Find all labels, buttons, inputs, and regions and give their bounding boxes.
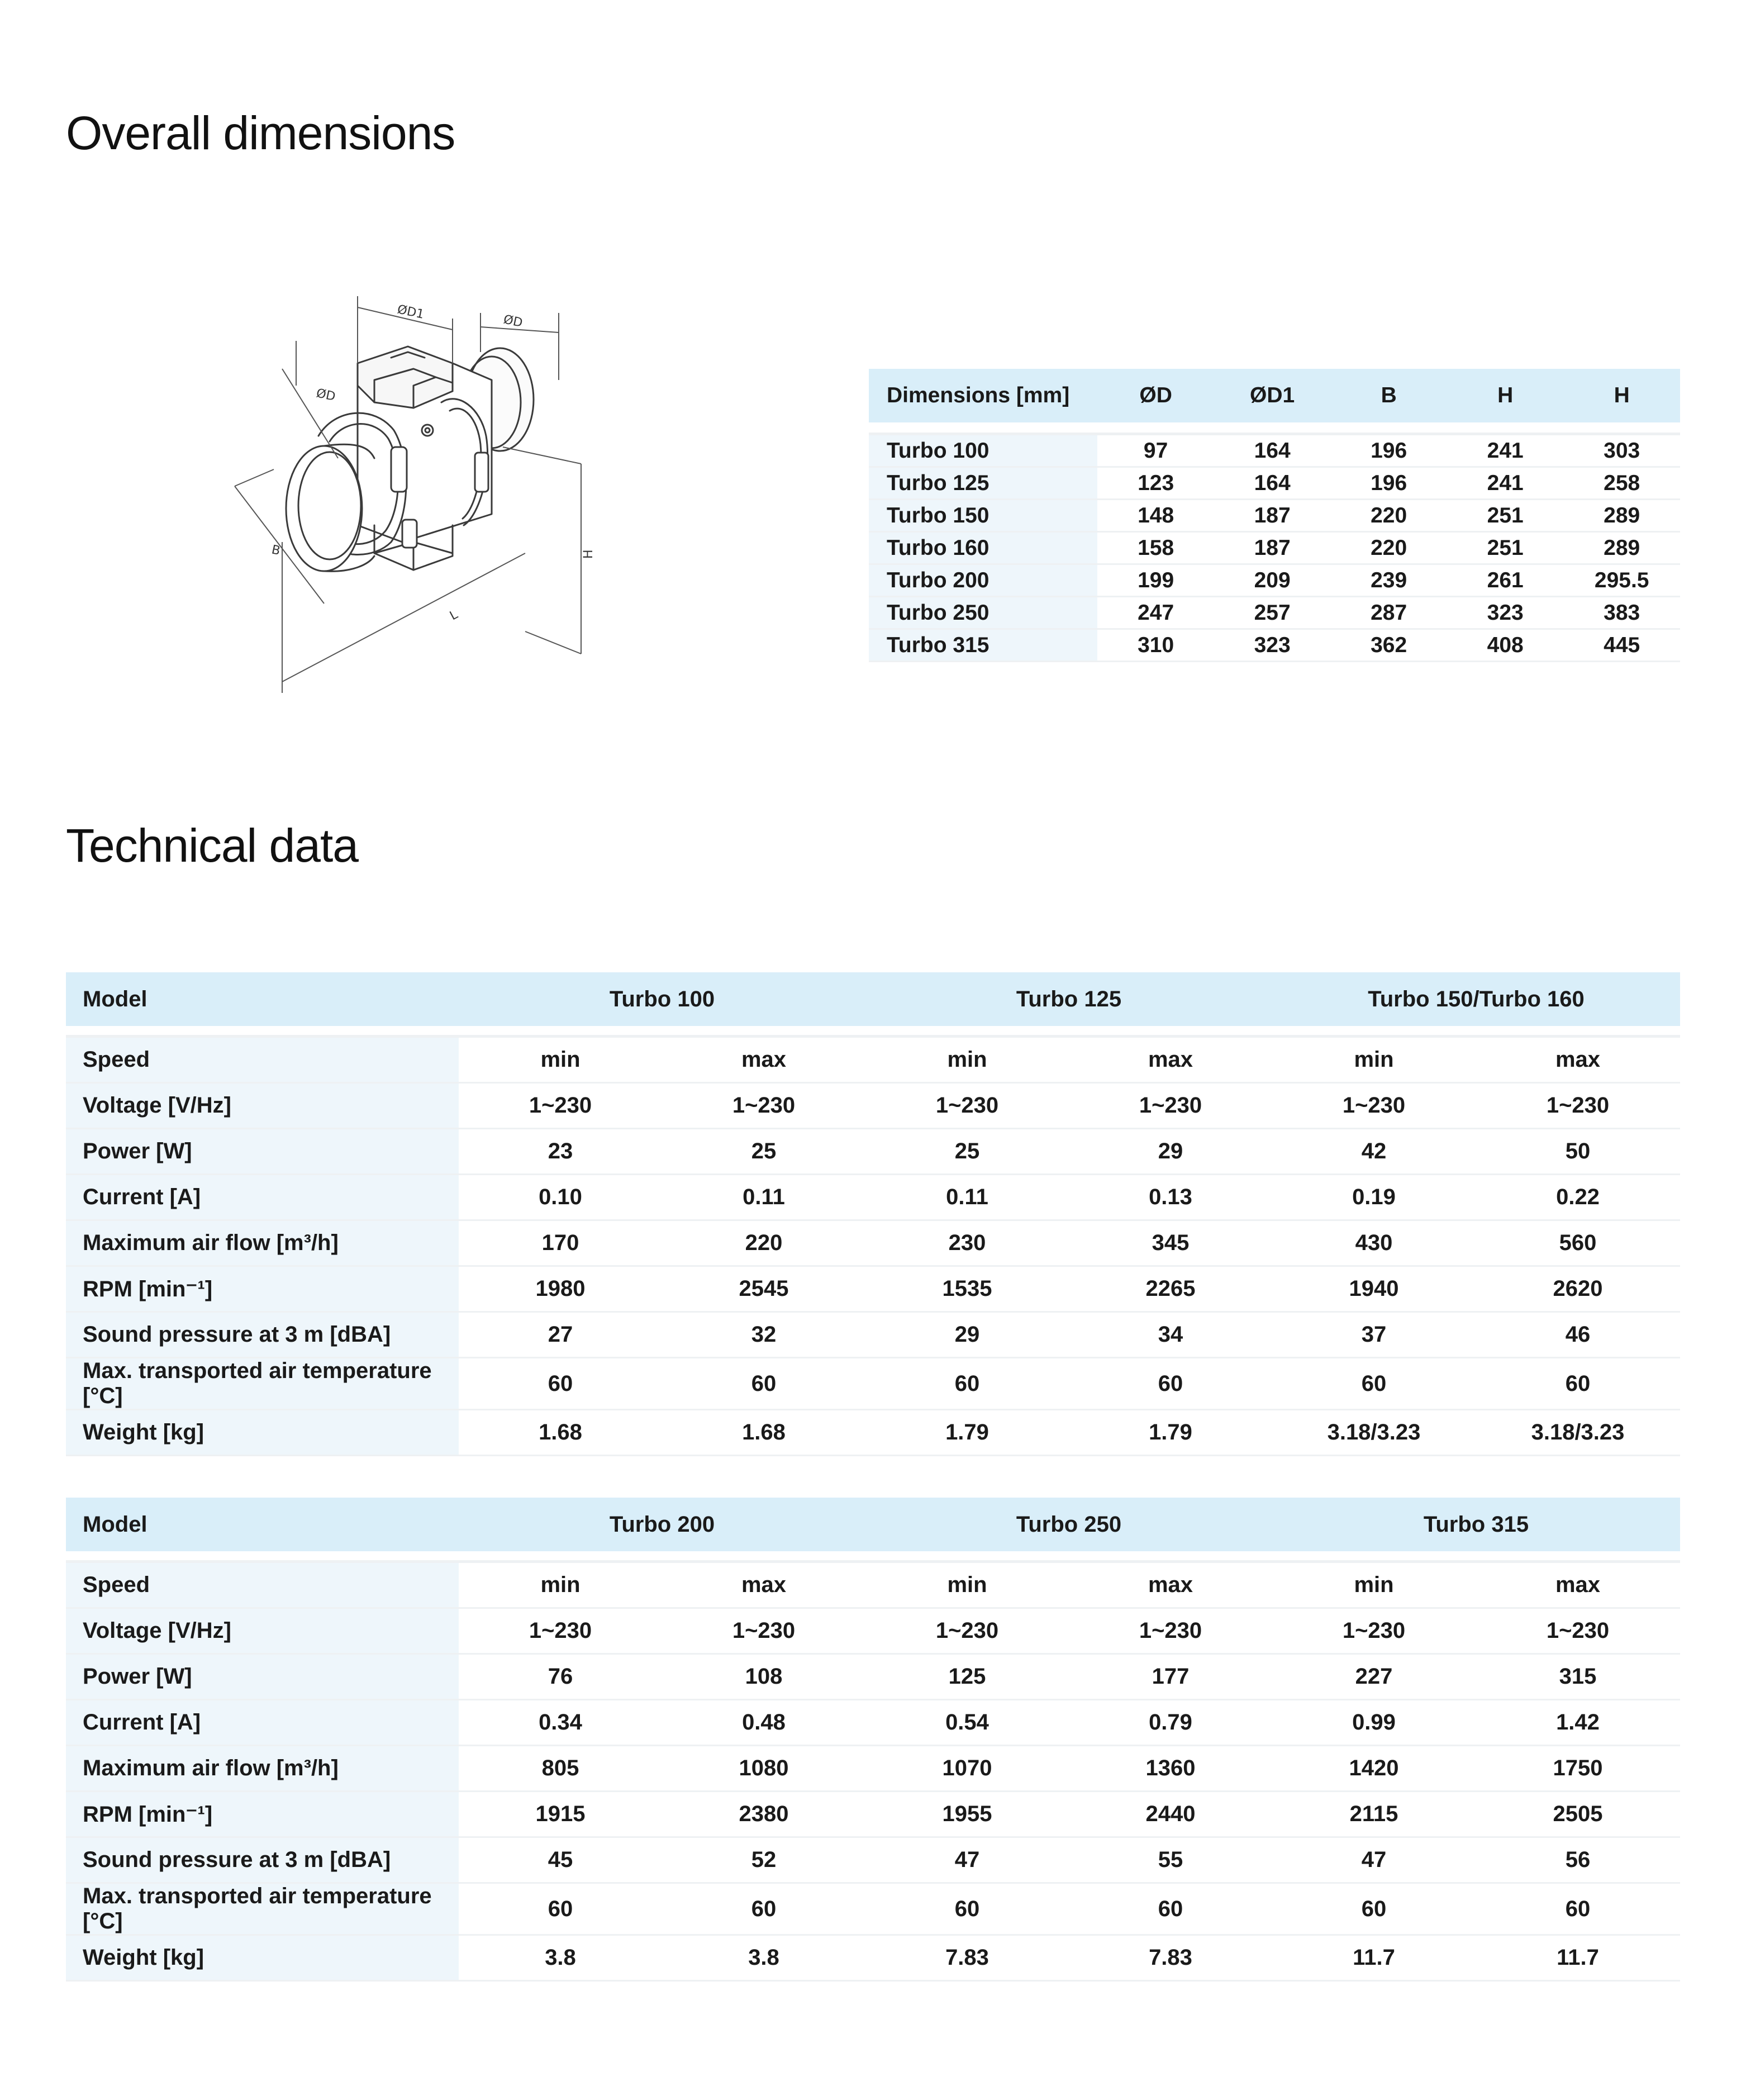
- table-cell: 23: [459, 1129, 662, 1175]
- table-cell: 303: [1563, 434, 1680, 467]
- table-cell: 1~230: [1069, 1608, 1272, 1654]
- technical-data-table-1: [66, 972, 1680, 1456]
- table-cell: 3.8: [662, 1935, 865, 1981]
- table-cell: 60: [865, 1883, 1069, 1935]
- table-cell: 287: [1330, 597, 1447, 629]
- table-cell: 60: [662, 1358, 865, 1410]
- row-label: Turbo 200: [869, 564, 1097, 597]
- table-cell: 1.68: [459, 1410, 662, 1456]
- table-cell: 29: [1069, 1129, 1272, 1175]
- table-cell: max: [1476, 1562, 1680, 1608]
- row-label: Power [W]: [66, 1654, 459, 1700]
- table-cell: 60: [1476, 1358, 1680, 1410]
- table-cell: min: [459, 1037, 662, 1083]
- table-cell: 164: [1214, 467, 1331, 500]
- table-cell: max: [662, 1037, 865, 1083]
- table-cell: 230: [865, 1220, 1069, 1266]
- table-cell: max: [1476, 1037, 1680, 1083]
- table-cell: 323: [1214, 629, 1331, 662]
- table-cell: 47: [865, 1837, 1069, 1883]
- table-cell: min: [1272, 1037, 1476, 1083]
- fan-dimension-drawing: [190, 279, 648, 715]
- dimensions-header-row: [869, 369, 1680, 422]
- table-row: [66, 1746, 1680, 1792]
- table-cell: 1~230: [662, 1083, 865, 1129]
- table-cell: 220: [1330, 532, 1447, 564]
- row-label: Max. transported air temperature [°C]: [66, 1883, 459, 1935]
- table-row: [869, 532, 1680, 564]
- table-cell: 261: [1447, 564, 1564, 597]
- table-cell: 1.68: [662, 1410, 865, 1456]
- table-row: [869, 597, 1680, 629]
- table-cell: 257: [1214, 597, 1331, 629]
- table-row: [869, 434, 1680, 467]
- row-label: Current [A]: [66, 1700, 459, 1746]
- table-cell: 55: [1069, 1837, 1272, 1883]
- dimensions-header-cell: Dimensions [mm]: [869, 369, 1097, 422]
- table-cell: 1~230: [865, 1083, 1069, 1129]
- table-cell: 7.83: [1069, 1935, 1272, 1981]
- table-cell: 0.22: [1476, 1175, 1680, 1220]
- table-cell: 1~230: [1272, 1608, 1476, 1654]
- table-cell: 45: [459, 1837, 662, 1883]
- table-cell: 1~230: [1069, 1083, 1272, 1129]
- table-row: [66, 1083, 1680, 1129]
- table-cell: 60: [1069, 1883, 1272, 1935]
- table-cell: 1535: [865, 1266, 1069, 1312]
- model-header-cell: Turbo 150/Turbo 160: [1272, 972, 1680, 1026]
- model-header-cell: Turbo 200: [459, 1498, 865, 1551]
- overall-dimensions-title: Overall dimensions: [66, 107, 455, 159]
- table-row: [66, 1654, 1680, 1700]
- table-cell: 158: [1097, 532, 1214, 564]
- table-cell: 60: [662, 1883, 865, 1935]
- table-cell: 1~230: [1476, 1608, 1680, 1654]
- table-cell: 0.79: [1069, 1700, 1272, 1746]
- table-cell: 196: [1330, 467, 1447, 500]
- table-row: [66, 1935, 1680, 1981]
- table-cell: 46: [1476, 1312, 1680, 1358]
- table-cell: 3.18/3.23: [1476, 1410, 1680, 1456]
- row-label: Turbo 100: [869, 434, 1097, 467]
- model-header-label: Model: [66, 972, 459, 1026]
- table-cell: 241: [1447, 434, 1564, 467]
- table-cell: 295.5: [1563, 564, 1680, 597]
- table-cell: 11.7: [1476, 1935, 1680, 1981]
- table-cell: min: [459, 1562, 662, 1608]
- table-cell: 251: [1447, 532, 1564, 564]
- table-cell: 209: [1214, 564, 1331, 597]
- dimensions-header-cell: H: [1563, 369, 1680, 422]
- table-cell: 34: [1069, 1312, 1272, 1358]
- table-row: [66, 1037, 1680, 1083]
- table-cell: 220: [1330, 500, 1447, 532]
- label-b: B: [270, 543, 282, 559]
- table-cell: 1~230: [459, 1608, 662, 1654]
- table-cell: 315: [1476, 1654, 1680, 1700]
- label-od-left: ØD: [315, 386, 337, 404]
- table-cell: 0.48: [662, 1700, 865, 1746]
- table-cell: min: [865, 1037, 1069, 1083]
- table-row: [66, 1608, 1680, 1654]
- row-label: Turbo 125: [869, 467, 1097, 500]
- table-cell: 52: [662, 1837, 865, 1883]
- table-cell: 323: [1447, 597, 1564, 629]
- table-cell: max: [1069, 1562, 1272, 1608]
- table-row: [66, 1792, 1680, 1837]
- table-cell: 345: [1069, 1220, 1272, 1266]
- table-cell: 29: [865, 1312, 1069, 1358]
- row-label: Turbo 150: [869, 500, 1097, 532]
- row-label: Maximum air flow [m³/h]: [66, 1746, 459, 1792]
- table-cell: 289: [1563, 500, 1680, 532]
- table-cell: 2440: [1069, 1792, 1272, 1837]
- row-label: Speed: [66, 1037, 459, 1083]
- label-od1: ØD1: [396, 302, 426, 322]
- table-cell: 1750: [1476, 1746, 1680, 1792]
- technical-data-title: Technical data: [66, 819, 359, 872]
- table-cell: 241: [1447, 467, 1564, 500]
- table-cell: 0.11: [865, 1175, 1069, 1220]
- table-cell: 1~230: [662, 1608, 865, 1654]
- table-cell: 1~230: [1272, 1083, 1476, 1129]
- label-l: L: [448, 607, 460, 624]
- model-header-cell: Turbo 250: [865, 1498, 1272, 1551]
- table-cell: 196: [1330, 434, 1447, 467]
- table-spacer: [869, 422, 1680, 434]
- table-cell: 56: [1476, 1837, 1680, 1883]
- table-cell: 1~230: [459, 1083, 662, 1129]
- table-cell: 1.79: [865, 1410, 1069, 1456]
- table-spacer: [66, 1551, 1680, 1562]
- table-cell: 60: [459, 1883, 662, 1935]
- table-cell: 148: [1097, 500, 1214, 532]
- table-cell: 3.18/3.23: [1272, 1410, 1476, 1456]
- tech-header-row: [66, 972, 1680, 1026]
- row-label: Weight [kg]: [66, 1935, 459, 1981]
- table-row: [66, 1266, 1680, 1312]
- row-label: RPM [min⁻¹]: [66, 1792, 459, 1837]
- label-od-top: ØD: [502, 312, 524, 330]
- table-cell: 2545: [662, 1266, 865, 1312]
- table-cell: 60: [1272, 1883, 1476, 1935]
- table-cell: 1940: [1272, 1266, 1476, 1312]
- row-label: Weight [kg]: [66, 1410, 459, 1456]
- table-row: [66, 1562, 1680, 1608]
- table-cell: 7.83: [865, 1935, 1069, 1981]
- dimensions-header-cell: ØD1: [1214, 369, 1331, 422]
- dimensions-table: [869, 369, 1680, 662]
- table-cell: 383: [1563, 597, 1680, 629]
- table-cell: 60: [1476, 1883, 1680, 1935]
- table-cell: 0.99: [1272, 1700, 1476, 1746]
- table-cell: 2265: [1069, 1266, 1272, 1312]
- table-cell: 430: [1272, 1220, 1476, 1266]
- table-row: [66, 1129, 1680, 1175]
- row-label: Turbo 250: [869, 597, 1097, 629]
- table-cell: 2505: [1476, 1792, 1680, 1837]
- row-label: Sound pressure at 3 m [dBA]: [66, 1312, 459, 1358]
- table-cell: 1.79: [1069, 1410, 1272, 1456]
- table-cell: max: [1069, 1037, 1272, 1083]
- dimensions-header-cell: B: [1330, 369, 1447, 422]
- table-cell: 187: [1214, 500, 1331, 532]
- table-cell: 60: [459, 1358, 662, 1410]
- model-header-label: Model: [66, 1498, 459, 1551]
- table-row: [66, 1220, 1680, 1266]
- table-cell: 310: [1097, 629, 1214, 662]
- table-cell: 1980: [459, 1266, 662, 1312]
- table-cell: 1360: [1069, 1746, 1272, 1792]
- table-cell: 247: [1097, 597, 1214, 629]
- tech-header-row: [66, 1498, 1680, 1551]
- table-cell: max: [662, 1562, 865, 1608]
- row-label: Max. transported air temperature [°C]: [66, 1358, 459, 1410]
- table-cell: 60: [865, 1358, 1069, 1410]
- table-cell: 1070: [865, 1746, 1069, 1792]
- row-label: Sound pressure at 3 m [dBA]: [66, 1837, 459, 1883]
- row-label: RPM [min⁻¹]: [66, 1266, 459, 1312]
- table-cell: 0.11: [662, 1175, 865, 1220]
- table-cell: 37: [1272, 1312, 1476, 1358]
- table-row: [869, 467, 1680, 500]
- table-cell: 362: [1330, 629, 1447, 662]
- technical-data-table-2: [66, 1498, 1680, 1982]
- table-cell: 0.19: [1272, 1175, 1476, 1220]
- table-cell: 251: [1447, 500, 1564, 532]
- table-cell: 27: [459, 1312, 662, 1358]
- table-cell: 108: [662, 1654, 865, 1700]
- row-label: Turbo 160: [869, 532, 1097, 564]
- table-cell: 0.34: [459, 1700, 662, 1746]
- table-cell: 239: [1330, 564, 1447, 597]
- table-cell: 1080: [662, 1746, 865, 1792]
- table-cell: 187: [1214, 532, 1331, 564]
- table-spacer: [66, 1026, 1680, 1037]
- table-cell: 76: [459, 1654, 662, 1700]
- table-cell: 560: [1476, 1220, 1680, 1266]
- row-label: Voltage [V/Hz]: [66, 1083, 459, 1129]
- table-cell: 1~230: [1476, 1083, 1680, 1129]
- table-cell: 50: [1476, 1129, 1680, 1175]
- table-cell: 220: [662, 1220, 865, 1266]
- row-label: Speed: [66, 1562, 459, 1608]
- table-cell: 1420: [1272, 1746, 1476, 1792]
- table-cell: 97: [1097, 434, 1214, 467]
- table-cell: 42: [1272, 1129, 1476, 1175]
- table-cell: 25: [662, 1129, 865, 1175]
- dimensions-header-cell: ØD: [1097, 369, 1214, 422]
- dimensions-header-cell: H: [1447, 369, 1564, 422]
- label-h: H: [582, 549, 596, 559]
- table-cell: 258: [1563, 467, 1680, 500]
- table-cell: 123: [1097, 467, 1214, 500]
- table-cell: 2620: [1476, 1266, 1680, 1312]
- model-header-cell: Turbo 315: [1272, 1498, 1680, 1551]
- table-cell: 199: [1097, 564, 1214, 597]
- row-label: Maximum air flow [m³/h]: [66, 1220, 459, 1266]
- table-row: [869, 500, 1680, 532]
- table-row: [66, 1883, 1680, 1935]
- table-cell: 47: [1272, 1837, 1476, 1883]
- table-cell: 164: [1214, 434, 1331, 467]
- table-cell: 1955: [865, 1792, 1069, 1837]
- row-label: Voltage [V/Hz]: [66, 1608, 459, 1654]
- table-cell: 60: [1272, 1358, 1476, 1410]
- table-cell: 1.42: [1476, 1700, 1680, 1746]
- table-cell: 1~230: [865, 1608, 1069, 1654]
- table-cell: min: [1272, 1562, 1476, 1608]
- table-cell: min: [865, 1562, 1069, 1608]
- table-cell: 2380: [662, 1792, 865, 1837]
- table-cell: 0.54: [865, 1700, 1069, 1746]
- table-cell: 170: [459, 1220, 662, 1266]
- table-row: [66, 1700, 1680, 1746]
- table-cell: 60: [1069, 1358, 1272, 1410]
- model-header-cell: Turbo 125: [865, 972, 1272, 1026]
- row-label: Turbo 315: [869, 629, 1097, 662]
- table-row: [66, 1175, 1680, 1220]
- row-label: Power [W]: [66, 1129, 459, 1175]
- table-cell: 3.8: [459, 1935, 662, 1981]
- table-cell: 25: [865, 1129, 1069, 1175]
- table-cell: 1915: [459, 1792, 662, 1837]
- table-cell: 289: [1563, 532, 1680, 564]
- model-header-cell: Turbo 100: [459, 972, 865, 1026]
- table-row: [869, 629, 1680, 662]
- table-row: [66, 1358, 1680, 1410]
- table-cell: 32: [662, 1312, 865, 1358]
- table-row: [869, 564, 1680, 597]
- table-cell: 11.7: [1272, 1935, 1476, 1981]
- table-cell: 2115: [1272, 1792, 1476, 1837]
- table-row: [66, 1312, 1680, 1358]
- table-cell: 177: [1069, 1654, 1272, 1700]
- table-cell: 125: [865, 1654, 1069, 1700]
- table-cell: 408: [1447, 629, 1564, 662]
- row-label: Current [A]: [66, 1175, 459, 1220]
- table-cell: 805: [459, 1746, 662, 1792]
- table-row: [66, 1410, 1680, 1456]
- table-cell: 227: [1272, 1654, 1476, 1700]
- table-row: [66, 1837, 1680, 1883]
- table-cell: 445: [1563, 629, 1680, 662]
- table-cell: 0.10: [459, 1175, 662, 1220]
- table-cell: 0.13: [1069, 1175, 1272, 1220]
